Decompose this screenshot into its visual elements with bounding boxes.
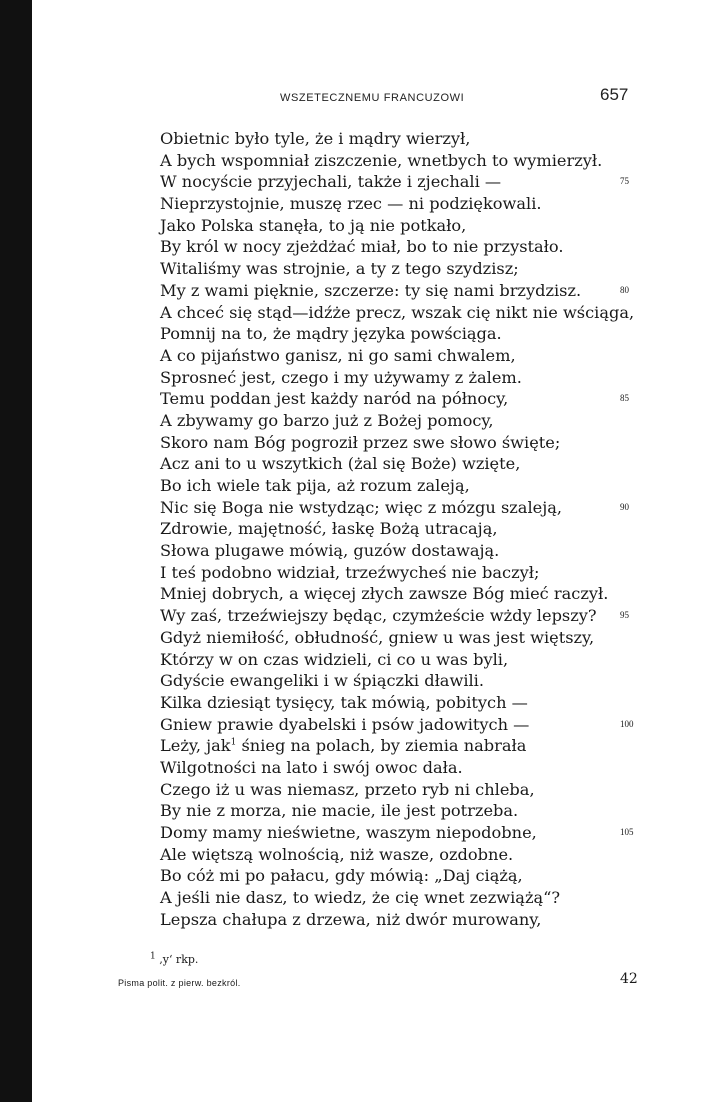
verse-line — [160, 909, 630, 931]
verse-line — [160, 497, 630, 519]
verse-text: My z wami pięknie, szczerze: ty się nami brzydzisz. — [160, 280, 582, 300]
footnote-mark: 1 — [150, 951, 156, 962]
line-number: 80 — [620, 284, 629, 295]
verse-line — [160, 302, 635, 324]
verse-text: Kilka dziesiąt tysięcy, tak mówią, pobitych — — [160, 692, 528, 712]
verse-text: Gdyż niemiłość, obłudność, gniew u was jest więtszy, — [160, 627, 595, 647]
verse-line — [160, 323, 630, 345]
verse-text: By król w nocy zjeżdżać miał, bo to nie przystało. — [160, 237, 564, 257]
verse-line — [160, 605, 630, 627]
verse-line — [160, 410, 630, 432]
verse-line — [160, 800, 630, 822]
verse-text: Bo ich wiele tak pija, aż rozum zaleją, — [160, 476, 470, 495]
verse-line — [160, 453, 630, 475]
verse-text: Gniew prawie dyabelski i psów jadowitych — — [160, 714, 530, 734]
scan-binding-edge — [0, 0, 32, 1102]
verse-line — [160, 562, 630, 584]
sheet-signature-number: 42 — [620, 971, 638, 987]
verse-text: Słowa plugawe mówią, guzów dostawają. — [160, 541, 500, 561]
verse-line — [160, 518, 630, 540]
verse-text: A chceć się stąd—idźże precz, wszak cię nikt nie wściąga, — [160, 302, 635, 322]
verse-line — [160, 649, 630, 671]
verse-text: Domy mamy nieświetne, waszym niepodobne, — [160, 823, 537, 842]
verse-line — [160, 583, 630, 605]
verse-line — [160, 236, 630, 258]
verse-text: A jeśli nie dasz, to wiedz, że cię wnet zezwiążą“? — [160, 888, 561, 908]
verse-text: Bo cóż mi po pałacu, gdy mówią: „Daj ciążą, — [160, 866, 523, 886]
verse-line — [160, 822, 634, 844]
verse-text: Obietnic było tyle, że i mądry wierzył, — [160, 129, 471, 148]
verse-text: A co pijaństwo ganisz, ni go sami chwalem, — [160, 345, 516, 365]
verse-line — [160, 150, 630, 172]
verse-text: Leży, jak — [160, 736, 231, 756]
verse-text: Zdrowie, majętność, łaskę Bożą utracają, — [160, 519, 498, 539]
verse-text-continued: śnieg na polach, by ziemia nabrała — [236, 736, 527, 756]
verse-line — [160, 388, 630, 410]
verse-text: Skoro nam Bóg pogroził przez swe słowo święte; — [160, 432, 561, 452]
footnote — [150, 953, 198, 966]
line-number: 75 — [620, 176, 629, 187]
verse-text: Lepsza chałupa z drzewa, niż dwór murowany, — [160, 909, 542, 929]
verse-text: Witaliśmy was strojnie, a ty z tego szydzisz; — [160, 259, 519, 279]
verse-line — [160, 844, 630, 866]
verse-text: Mniej dobrych, a więcej złych zawsze Bóg mieć raczył. — [160, 584, 609, 604]
verse-text: Czego iż u was niemasz, przeto ryb ni chleba, — [160, 779, 535, 799]
verse-line — [160, 345, 630, 367]
verse-line — [160, 280, 630, 302]
verse-text: I teś podobno widział, trzeźwycheś nie baczył; — [160, 562, 540, 582]
verse-line — [160, 887, 630, 909]
verse-line — [160, 193, 630, 215]
running-title: WSZETECZNEMU FRANCUZOWI — [280, 92, 465, 104]
line-number: 85 — [620, 393, 629, 404]
verse-text: Którzy w on czas widzieli, ci co u was byli, — [160, 649, 509, 669]
verse-line — [160, 627, 630, 649]
verse-line — [160, 367, 630, 389]
verse-line — [160, 714, 634, 736]
verse-text: Pomnij na to, że mądry języka powściąga. — [160, 324, 502, 344]
verse-text: A zbywamy go barzo już z Bożej pomocy, — [160, 410, 494, 430]
verse-line — [160, 757, 630, 779]
verse-line — [160, 432, 630, 454]
page-number: 657 — [600, 85, 629, 104]
line-number: 95 — [620, 610, 629, 621]
verse-text: Nic się Boga nie wstydząc; więc z mózgu szaleją, — [160, 497, 563, 517]
verse-text: Jako Polska stanęła, to ją nie potkało, — [160, 215, 467, 235]
verse-text: By nie z morza, nie macie, ile jest potrzeba. — [160, 801, 519, 821]
verse-text: Wilgotności na lato i swój owoc dała. — [160, 757, 463, 777]
footnote-text: ‚y‘ rkp. — [155, 953, 199, 966]
verse-line — [160, 171, 630, 193]
verse-line — [160, 128, 630, 150]
verse-text: Wy zaś, trzeźwiejszy będąc, czymżeście wżdy lepszy? — [160, 606, 597, 626]
verse-line — [160, 670, 630, 692]
verse-text: Temu poddan jest każdy naród na północy, — [160, 389, 509, 409]
verse-text: Gdyście ewangeliki i w śpiączki dławili. — [160, 671, 484, 691]
verse-text: A bych wspomniał ziszczenie, wnetbych to wymierzył. — [160, 150, 603, 170]
verse-line — [160, 692, 630, 714]
line-number: 100 — [620, 718, 634, 729]
verse-text: Nieprzystojnie, muszę rzec — ni podziękowali. — [160, 194, 542, 214]
footnote-reference: 1 — [230, 737, 237, 748]
poem-text — [160, 128, 635, 930]
verse-line — [160, 735, 630, 757]
verse-line — [160, 779, 630, 801]
verse-line — [160, 540, 630, 562]
line-number: 90 — [620, 501, 629, 512]
verse-line — [160, 475, 630, 497]
verse-text: Sprosneć jest, czego i my używamy z żalem. — [160, 367, 522, 387]
verse-text: Acz ani to u wszytkich (żal się Boże) wzięte, — [160, 454, 521, 474]
sheet-signature: Pisma polit. z pierw. bezkról. — [118, 978, 241, 988]
verse-line — [160, 215, 630, 237]
verse-line — [160, 865, 630, 887]
verse-line — [160, 258, 630, 280]
line-number: 105 — [620, 827, 634, 837]
verse-text: W nocyście przyjechali, także i zjechali — — [160, 172, 502, 192]
verse-text: Ale więtszą wolnością, niż wasze, ozdobne. — [160, 844, 514, 864]
